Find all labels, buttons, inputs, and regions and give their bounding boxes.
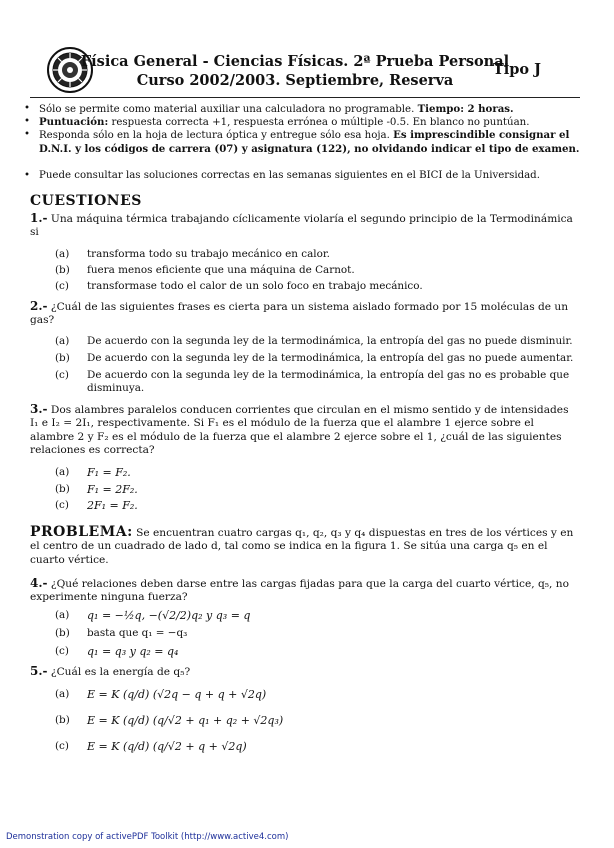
watermark-footer: Demonstration copy of activePDF Toolkit (http://www.active4.com) [6,832,289,842]
question-1-option-c: (c) transformase todo el calor de un solo foco en trabajo mecánico. [55,280,423,292]
question-5-option-b: (b) E = K (q/d) (q/√2 + q₁ + q₂ + √2q₃) [55,714,284,727]
question-2-option-a: (a) De acuerdo con la segunda ley de la termodinámica, la entropía del gas no puede disminuir. [55,335,573,347]
section-heading-problema: PROBLEMA: [30,524,133,540]
instruction-item: • Puede consultar las soluciones correctas en las semanas siguientes en el BICI de la Universidad. [24,170,540,181]
exam-type-label: Tipo J [493,61,542,78]
question-5-option-c: (c) E = K (q/d) (q/√2 + q + √2q) [55,740,247,753]
header-divider [30,97,580,98]
question-2-option-b: (b) De acuerdo con la segunda ley de la termodinámica, la entropía del gas no puede aumentar. [55,352,574,364]
exam-title: Física General - Ciencias Físicas. 2ª Prueba Personal [80,53,510,70]
question-5-option-a: (a) E = K (q/d) (√2q − q + q + √2q) [55,688,267,701]
question-1-option-b: (b) fuera menos eficiente que una máquina de Carnot. [55,264,355,276]
question-1-option-a: (a) transforma todo su trabajo mecánico en calor. [55,248,330,260]
instruction-item: • Puntuación: respuesta correcta +1, respuesta errónea o múltiple -0.5. En blanco no puntúan. [24,116,530,128]
exam-subtitle: Curso 2002/2003. Septiembre, Reserva [136,72,454,89]
question-3-option-b: (b) F₁ = 2F₂. [55,483,138,496]
instruction-item: • Responda sólo en la hoja de lectura óptica y entregue sólo esa hoja. Es imprescindible consignar el D.N.I. y los códigos de carrera (07) y asignatura (122), no olvidando indicar el tipo de examen. [24,129,580,155]
question-1: 1.- Una máquina térmica trabajando cíclicamente violaría el segundo principio de la Termodinámica si [30,211,573,239]
question-3: 3.- Dos alambres paralelos conducen corrientes que circulan en el mismo sentido y de intensidades I₁ e I₂ = 2I₁, respectivamente. Si F₁ es el módulo de la fuerza que el alambre 1 ejerce sobre el alambre 2 y F₂ es el módulo de la fuerza que el alambre 2 ejerce sobre el 1, ¿cuál de las siguientes relaciones es correcta? [30,402,569,457]
question-4-option-a: (a) q₁ = −½q, −(√2/2)q₂ y q₃ = q [55,609,251,622]
instruction-item: • Sólo se permite como material auxiliar una calculadora no programable. Tiempo: 2 horas. [24,103,514,115]
question-4-option-c: (c) q₁ = q₃ y q₂ = q₄ [55,645,179,658]
problem-statement: PROBLEMA: Se encuentran cuatro cargas q₁, q₂, q₃ y q₄ dispuestas en tres de los vértices y en el centro de un cuadrado de lado d, tal como se indica en la figura 1. Se sitúa una carga q₅ en el cuarto vértice. [30,524,574,566]
question-4: 4.- ¿Qué relaciones deben darse entre las cargas fijadas para que la carga del cuarto vértice, q₅, no experimente ninguna fuerza? [30,576,569,604]
question-5: 5.- ¿Cuál es la energía de q₅? [30,664,191,678]
question-2: 2.- ¿Cuál de las siguientes frases es cierta para un sistema aislado formado por 15 moléculas de un gas? [30,299,569,327]
question-2-option-c: (c) De acuerdo con la segunda ley de la termodinámica, la entropía del gas no es probable que disminuya. [55,369,570,394]
section-heading-cuestiones: CUESTIONES [30,193,142,209]
question-3-option-a: (a) F₁ = F₂. [55,466,131,479]
question-4-option-b: (b) basta que q₁ = −q₃ [55,627,188,639]
question-3-option-c: (c) 2F₁ = F₂. [55,499,138,512]
